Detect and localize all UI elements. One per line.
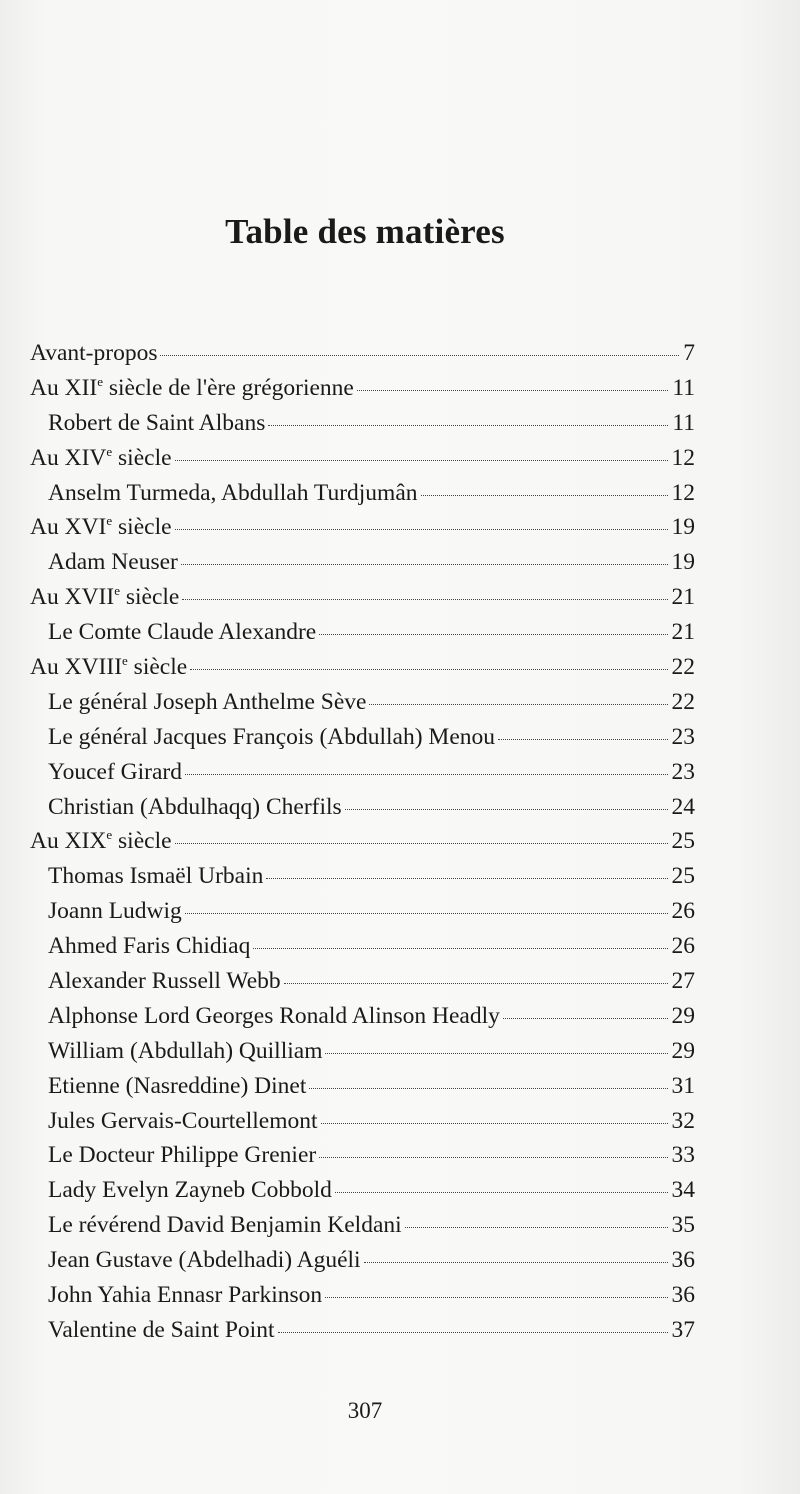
toc-entry-label	[48, 1278, 322, 1313]
toc-entry-page: 36	[671, 1247, 695, 1274]
dot-leader	[182, 599, 667, 600]
toc-entry-label	[48, 1173, 332, 1208]
toc-entry-label	[48, 615, 316, 650]
toc-entry	[30, 1208, 695, 1243]
toc-entry-text: Adam Neuser	[48, 549, 178, 576]
dot-leader	[345, 809, 668, 810]
toc-entry	[30, 1138, 695, 1173]
toc-entry-label	[48, 755, 182, 790]
dot-leader	[175, 529, 668, 530]
toc-entry-text: Valentine de Saint Point	[48, 1316, 275, 1343]
toc-entry-label	[48, 406, 265, 441]
dot-leader	[319, 1157, 667, 1158]
toc-entry-page: 31	[671, 1072, 695, 1099]
toc-entry-page: 23	[671, 723, 695, 750]
toc-entry-page: 7	[683, 340, 695, 366]
dot-leader	[253, 948, 667, 949]
toc-entry-text: Christian (Abdulhaqq) Cherfils	[48, 793, 342, 820]
toc-entry-label	[48, 790, 342, 825]
toc-entry-text-rest: siècle	[112, 828, 172, 855]
toc-entry-label	[30, 580, 179, 615]
ordinal-superscript: e	[122, 653, 128, 669]
toc-entry-page: 19	[671, 514, 695, 541]
ordinal-superscript: e	[114, 583, 120, 599]
ordinal-superscript: e	[97, 374, 103, 390]
toc-entry	[30, 545, 695, 580]
toc-entry-text: Thomas Ismaël Urbain	[48, 863, 264, 890]
toc-entry-label	[48, 894, 182, 929]
toc-entry-text: Alphonse Lord Georges Ronald Alinson Headly	[48, 1002, 500, 1029]
toc-entry	[30, 964, 695, 999]
toc-entry	[30, 510, 695, 545]
toc-entry-page: 32	[671, 1107, 695, 1134]
toc-entry	[30, 336, 695, 371]
ordinal-superscript: e	[106, 513, 113, 529]
toc-entry-text: Anselm Turmeda, Abdullah Turdjumân	[48, 479, 418, 506]
toc-entry-page: 23	[671, 758, 695, 785]
toc-entry-page: 12	[671, 444, 695, 471]
toc-entry-page: 36	[671, 1282, 695, 1309]
dot-leader	[498, 739, 667, 740]
toc-entry-text: Au XIX	[30, 828, 107, 855]
dot-leader	[190, 669, 667, 670]
toc-entry-page: 26	[671, 898, 695, 925]
dot-leader	[185, 913, 668, 914]
page-title: Table des matières	[225, 212, 505, 251]
toc-entry	[30, 1173, 695, 1208]
toc-entry-label	[48, 1208, 402, 1243]
toc-entry-label	[48, 929, 250, 964]
ordinal-superscript: e	[106, 443, 113, 459]
toc-entry-text: Au XIV	[30, 444, 107, 471]
dot-leader	[268, 425, 668, 426]
toc-entry-label	[48, 999, 500, 1034]
toc-entry-label	[48, 1243, 361, 1278]
toc-entry	[30, 1313, 695, 1348]
toc-entry-page: 11	[672, 374, 695, 401]
toc-entry-text-rest: siècle de l'ère grégorienne	[103, 374, 354, 401]
toc-entry-text: Au XVI	[30, 514, 107, 541]
toc-entry-text: Le révérend David Benjamin Keldani	[48, 1212, 402, 1239]
dot-leader	[357, 390, 669, 391]
ordinal-superscript: e	[106, 827, 113, 843]
toc-entry-text: Au XII	[30, 374, 98, 401]
dot-leader	[503, 1018, 668, 1019]
toc-entry	[30, 824, 695, 859]
page-number: 307	[347, 1398, 383, 1423]
toc-entry	[30, 406, 695, 441]
dot-leader	[185, 774, 667, 775]
toc-entry-page: 11	[672, 409, 695, 436]
table-of-contents	[30, 336, 695, 1348]
dot-leader	[421, 495, 668, 496]
toc-entry-text: John Yahia Ennasr Parkinson	[48, 1282, 323, 1309]
toc-entry-label	[30, 824, 172, 859]
dot-leader	[284, 983, 668, 984]
dot-leader	[278, 1332, 668, 1333]
toc-entry	[30, 615, 695, 650]
dot-leader	[160, 355, 679, 356]
toc-entry	[30, 894, 695, 929]
toc-entry-text-rest: siècle	[112, 514, 172, 541]
toc-entry	[30, 580, 695, 615]
toc-entry-text: Le Docteur Philippe Grenier	[48, 1142, 317, 1169]
toc-entry-page: 29	[671, 1002, 695, 1029]
dot-leader	[175, 460, 668, 461]
toc-entry-text: Au XVIII	[30, 654, 123, 681]
toc-entry-label	[48, 1069, 306, 1104]
toc-entry-page: 35	[671, 1212, 695, 1239]
toc-entry	[30, 790, 695, 825]
toc-entry	[30, 441, 695, 476]
toc-entry	[30, 685, 695, 720]
toc-entry-page: 26	[671, 933, 695, 960]
toc-entry-label	[48, 685, 366, 720]
toc-entry	[30, 929, 695, 964]
toc-entry-page: 22	[671, 654, 695, 681]
toc-entry-text: Etienne (Nasreddine) Dinet	[48, 1072, 307, 1099]
toc-entry-text-rest: siècle	[112, 444, 172, 471]
dot-leader	[321, 1123, 668, 1124]
dot-leader	[335, 1192, 668, 1193]
dot-leader	[325, 1053, 667, 1054]
toc-entry-page: 29	[671, 1037, 695, 1064]
toc-entry-label	[48, 1313, 275, 1348]
toc-entry-label	[48, 859, 263, 894]
toc-entry-label	[48, 964, 281, 999]
toc-entry-page: 24	[671, 793, 695, 820]
toc-entry-label	[30, 336, 157, 371]
toc-entry-label	[48, 545, 178, 580]
toc-entry-page: 12	[671, 479, 695, 506]
toc-entry-text: William (Abdullah) Quilliam	[48, 1037, 323, 1064]
toc-entry-text: Au XVII	[30, 584, 115, 611]
toc-entry-label	[48, 476, 418, 511]
toc-entry	[30, 1243, 695, 1278]
toc-entry	[30, 755, 695, 790]
toc-entry	[30, 476, 695, 511]
toc-entry	[30, 1034, 695, 1069]
toc-entry-page: 19	[671, 549, 695, 576]
dot-leader	[175, 843, 668, 844]
toc-entry	[30, 1104, 695, 1139]
toc-entry-text: Avant-propos	[30, 340, 158, 366]
toc-entry-label	[48, 1138, 316, 1173]
toc-entry-label	[30, 371, 354, 406]
toc-entry-text: Alexander Russell Webb	[48, 968, 281, 995]
toc-entry-label	[30, 650, 187, 685]
toc-entry	[30, 999, 695, 1034]
toc-entry-text: Jules Gervais-Courtellemont	[48, 1107, 318, 1134]
toc-entry-page: 27	[671, 968, 695, 995]
toc-entry	[30, 720, 695, 755]
toc-entry-page: 37	[671, 1316, 695, 1343]
toc-entry	[30, 1069, 695, 1104]
toc-entry-text-rest: siècle	[127, 654, 188, 681]
toc-entry-page: 21	[671, 619, 695, 646]
toc-entry-text: Robert de Saint Albans	[48, 409, 266, 436]
toc-entry-text: Youcef Girard	[48, 758, 183, 785]
toc-entry-label	[30, 510, 172, 545]
toc-entry	[30, 859, 695, 894]
toc-entry	[30, 371, 695, 406]
toc-entry	[30, 1278, 695, 1313]
toc-entry-page: 34	[671, 1177, 695, 1204]
toc-entry-text: Le général Jacques François (Abdullah) Menou	[48, 723, 496, 750]
toc-entry-page: 25	[671, 863, 695, 890]
dot-leader	[325, 1297, 667, 1298]
dot-leader	[369, 704, 667, 705]
dot-leader	[266, 878, 667, 879]
toc-entry-text: Jean Gustave (Abdelhadi) Aguéli	[48, 1247, 361, 1274]
dot-leader	[319, 634, 667, 635]
toc-entry-text: Joann Ludwig	[48, 898, 182, 925]
toc-entry-text: Lady Evelyn Zayneb Cobbold	[48, 1177, 332, 1204]
toc-entry-label	[48, 1104, 318, 1139]
dot-leader	[181, 564, 668, 565]
toc-entry-label	[48, 720, 495, 755]
toc-entry-label	[48, 1034, 322, 1069]
dot-leader	[309, 1088, 667, 1089]
toc-entry-page: 25	[671, 828, 695, 855]
toc-entry-page: 22	[671, 688, 695, 715]
toc-entry-label	[30, 441, 172, 476]
toc-entry-page: 21	[671, 584, 695, 611]
toc-entry-text: Le Comte Claude Alexandre	[48, 619, 317, 646]
dot-leader	[405, 1227, 668, 1228]
toc-entry-page: 33	[671, 1142, 695, 1169]
toc-entry-text: Le général Joseph Anthelme Sève	[48, 688, 367, 715]
toc-entry-text: Ahmed Faris Chidiaq	[48, 933, 251, 960]
toc-entry-text-rest: siècle	[119, 584, 180, 611]
dot-leader	[364, 1262, 668, 1263]
toc-entry	[30, 650, 695, 685]
